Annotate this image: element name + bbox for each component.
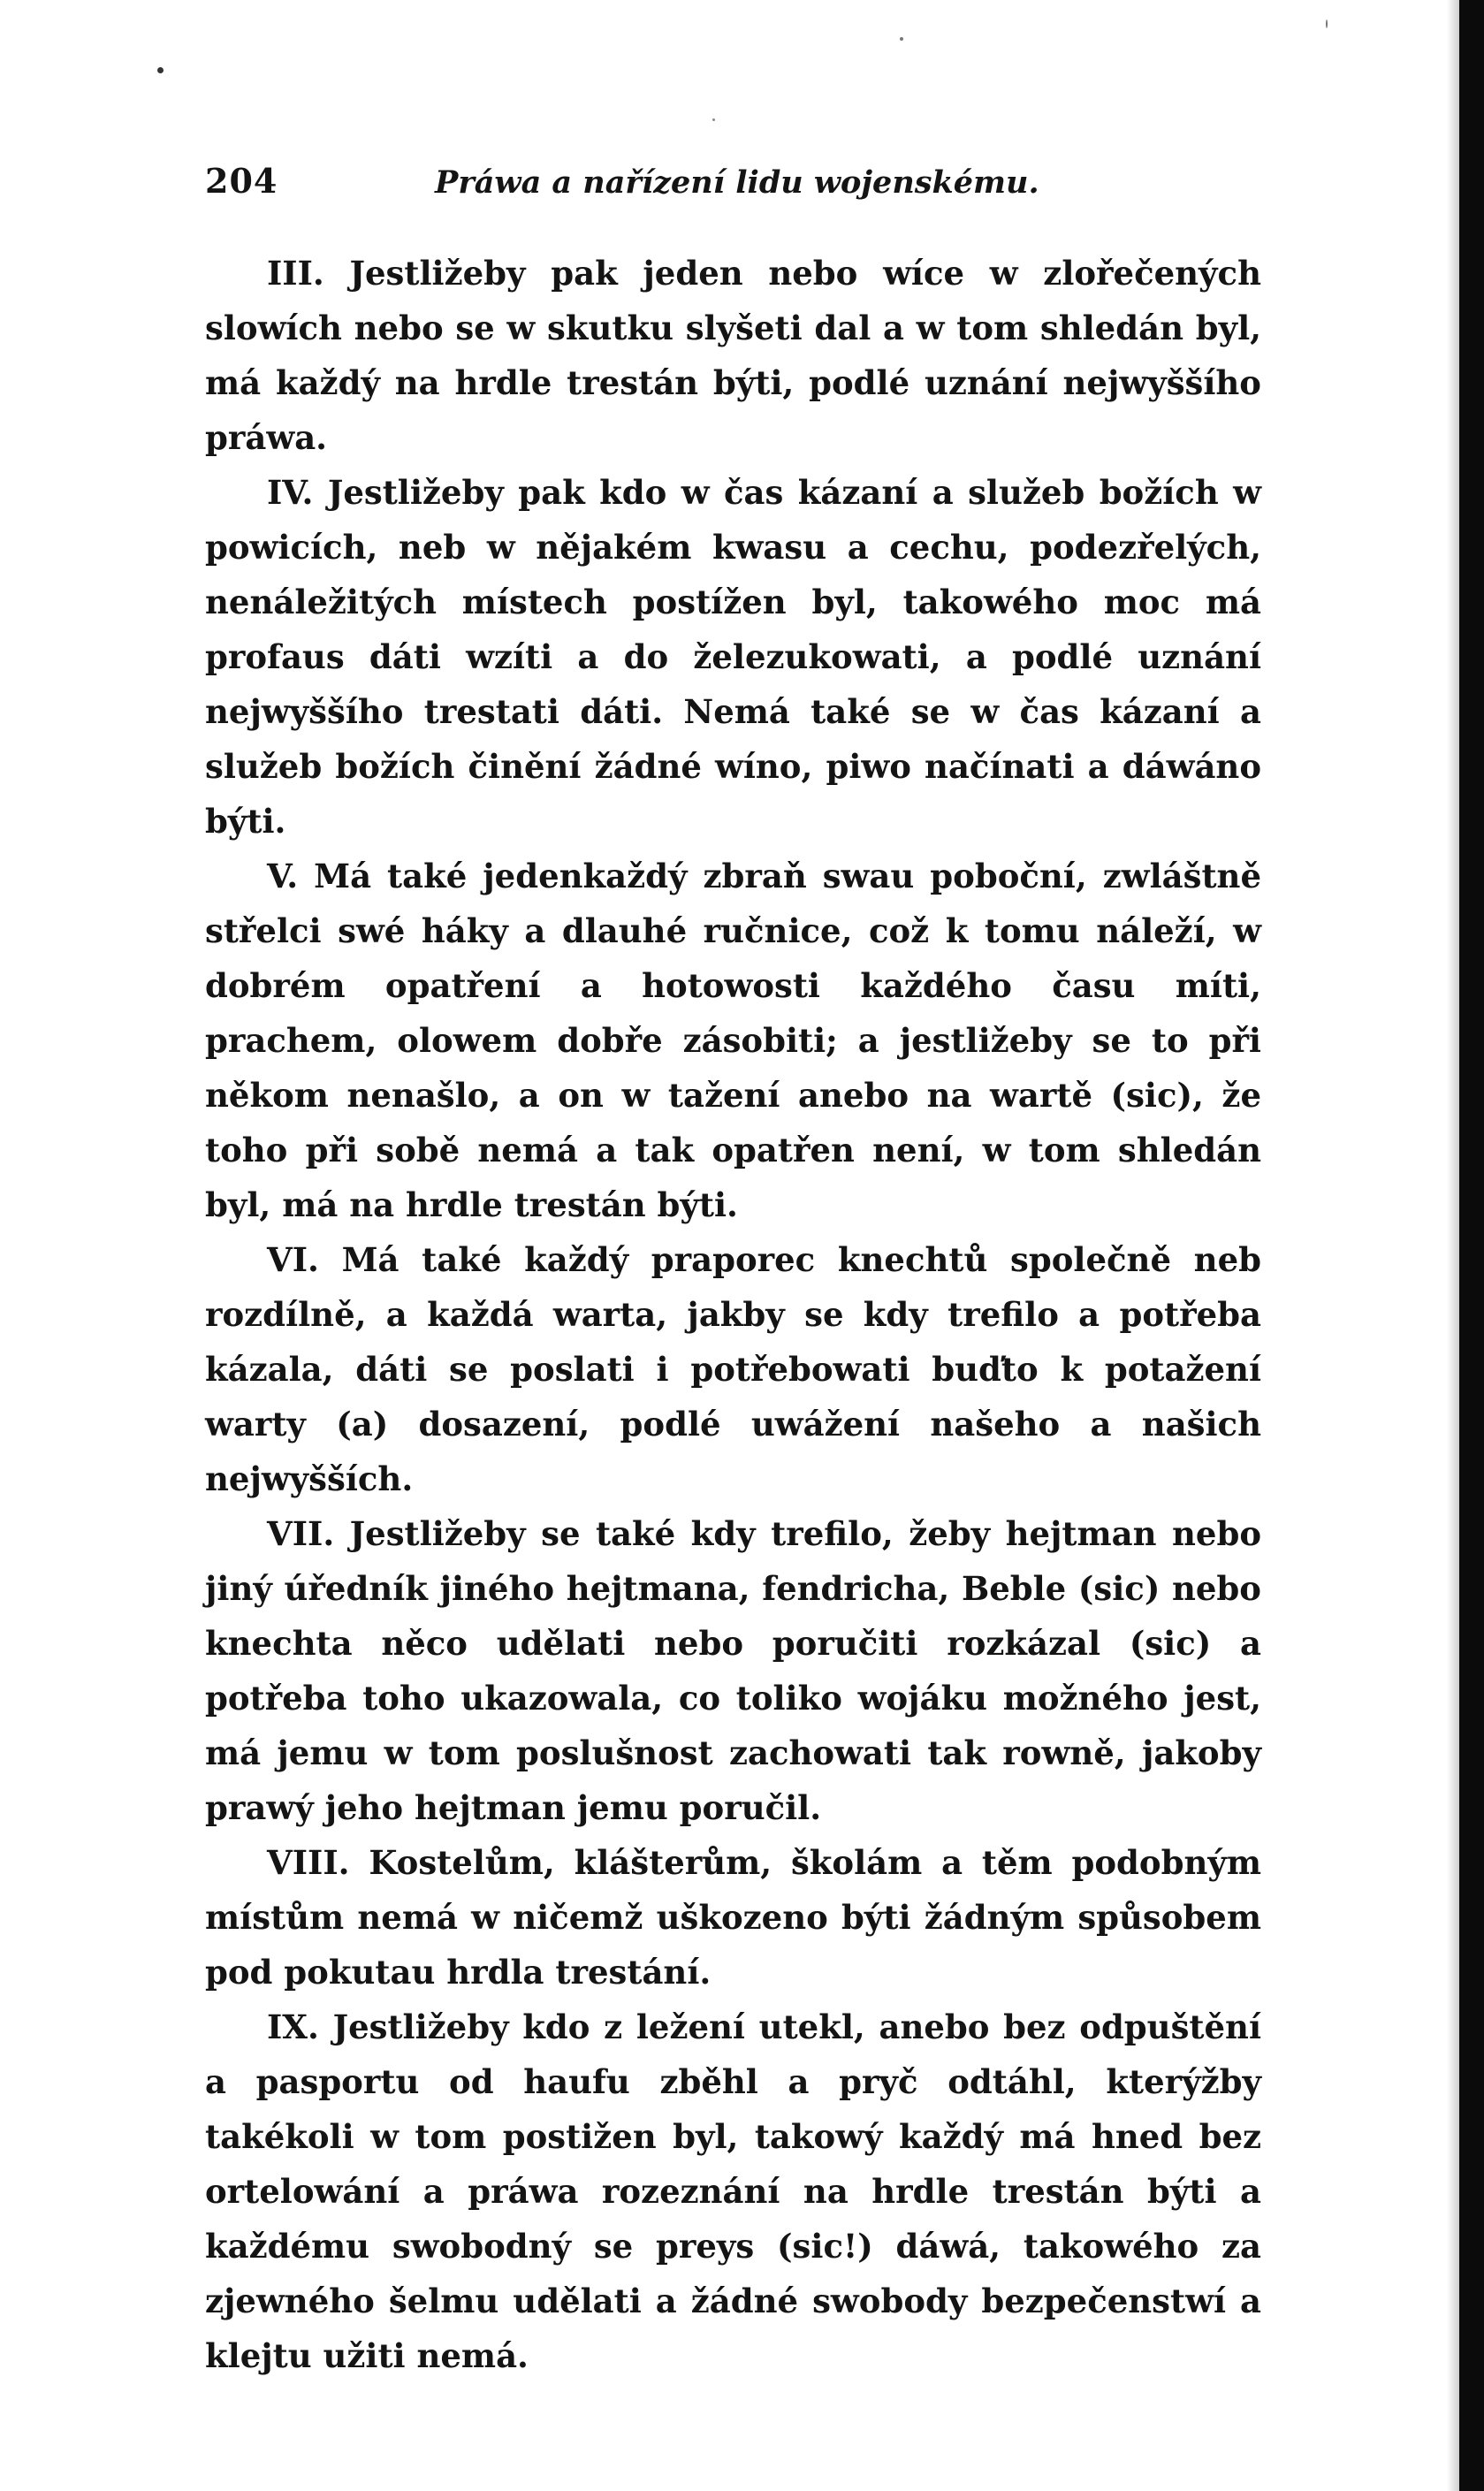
running-header xyxy=(205,161,1261,214)
scan-speck xyxy=(1326,19,1328,28)
paragraph-vii: VII. Jestližeby se také kdy trefilo, žeby hejtman nebo jiný úředník jiného hejtmana, fendricha, Beble (sic) nebo knechta něco udělati nebo poručiti rozkázal (sic) a potřeba toho ukazowala, co toliko wojáku možného jest, má jemu w tom poslušnost zachowati tak rowně, jakoby prawý jeho hejtman jemu poručil. xyxy=(205,1514,1261,1827)
page-number: 204 xyxy=(205,161,278,201)
paragraph-viii: VIII. Kostelům, klášterům, školám a těm podobným místům nemá w ničemž uškozeno býti žádným spůsobem pod pokutau hrdla trestání. xyxy=(205,1843,1261,1992)
scan-speck xyxy=(900,37,903,41)
paragraph-vi: VI. Má také každý praporec knechtů společně neb rozdílně, a každá warta, jakby se kdy trefilo a potřeba kázala, dáti se poslati i potřebowati buďto k potažení warty (a) dosazení, podlé uwážení našeho a našich nejwyšších. xyxy=(205,1240,1261,1498)
scan-border xyxy=(1459,0,1484,2491)
running-title: Práwa a nařízení lidu wojenskému. xyxy=(435,164,1039,201)
scan-speck xyxy=(712,118,715,121)
page-edge-shadow xyxy=(1447,0,1459,2491)
body-text xyxy=(205,246,1261,2383)
scan-speck xyxy=(157,67,164,73)
paragraph-ix: IX. Jestližeby kdo z ležení utekl, anebo bez odpuštění a pasportu od haufu zběhl a pryč odtáhl, kterýžby takékoli w tom postižen byl, takowý každý má hned bez ortelowání a práwa rozeznání na hrdle trestán býti a každému swobodný se preys (sic!) dáwá, takowého za zjewného šelmu udělati a žádné swobody bezpečenstwí a klejtu užiti nemá. xyxy=(205,2007,1261,2375)
paragraph-iv: IV. Jestližeby pak kdo w čas kázaní a služeb božích w powicích, neb w nějakém kwasu a cechu, podezřelých, nenáležitých místech postížen byl, takowého moc má profaus dáti wzíti a do železukowati, a podlé uznání nejwyššího trestati dáti. Nemá také se w čas kázaní a služeb božích činění žádné wíno, piwo načínati a dáwáno býti. xyxy=(205,473,1261,841)
paragraph-iii: III. Jestližeby pak jeden nebo wíce w zlořečených slowích nebo se w skutku slyšeti dal a w tom shledán byl, má každý na hrdle trestán býti, podlé uznání nejwyššího práwa. xyxy=(205,254,1261,457)
paragraph-v: V. Má také jedenkaždý zbraň swau poboční, zwláštně střelci swé háky a dlauhé ručnice, což k tomu náleží, w dobrém opatření a hotowosti každého času míti, prachem, olowem dobře zásobiti; a jestližeby se to při někom nenašlo, a on w tažení anebo na wartě (sic), že toho při sobě nemá a tak opatřen není, w tom shledán byl, má na hrdle trestán býti. xyxy=(205,857,1261,1224)
